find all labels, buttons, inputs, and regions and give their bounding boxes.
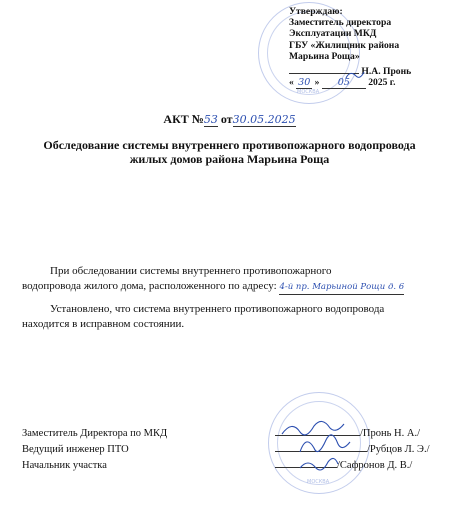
approval-date-open: «: [289, 77, 294, 89]
body-p2-line1: Установлено, что система внутреннего противопожарного водопровода: [50, 303, 385, 315]
signature-name-1: /Пронь Н. А./: [360, 428, 420, 439]
act-from: от: [220, 112, 233, 126]
body-p2-line2: находится в исправном состоянии.: [22, 318, 185, 330]
signature-line-3: [275, 460, 412, 471]
approval-line-5: Марьина Роща»: [289, 50, 360, 62]
body-p1-line1: При обследовании системы внутреннего противопожарного: [50, 265, 332, 277]
approval-line-2: Заместитель директора: [289, 17, 392, 29]
act-date: 30.05.2025: [232, 113, 296, 126]
signature-line-2: [275, 444, 430, 455]
approval-date-year: 2025 г.: [368, 77, 396, 89]
signature-role-3: Начальник участка: [22, 460, 107, 471]
body-p1-line2-text: водопровода жилого дома, расположенного по адресу:: [22, 280, 277, 292]
act-subtitle: [0, 138, 459, 166]
act-number: 53: [203, 113, 218, 126]
approval-line-1: Утверждаю:: [289, 6, 343, 17]
subtitle-line-1: Обследование системы внутреннего противопожарного водопровода: [43, 138, 416, 152]
approval-date-month: 05: [322, 77, 366, 89]
approval-date-row: [289, 77, 411, 89]
approval-line-3: Эксплуатации МКД: [289, 28, 377, 40]
seal-stamp-top-text: МОСКВА: [297, 89, 320, 95]
act-prefix: АКТ №: [163, 112, 204, 126]
signature-line-1: [275, 428, 420, 439]
body-address: 4-й пр. Марьиной Рощи д. 6: [279, 280, 404, 295]
signature-role-1: Заместитель Директора по МКД: [22, 428, 168, 439]
approval-line-4: ГБУ «Жилищник района: [289, 39, 400, 51]
approval-signer-row: [289, 66, 411, 77]
approval-date-day: 30: [298, 77, 311, 89]
seal-stamp-bottom: [268, 392, 370, 494]
subtitle-line-2: жилых домов района Марьина Роща: [129, 152, 330, 166]
signature-name-3: /Сафронов Д. В./: [337, 460, 413, 471]
approval-signer: Н.А. Пронь: [361, 66, 412, 78]
body-p1-line2: [22, 279, 404, 295]
signature-name-2: /Рубцов Л. Э./: [367, 444, 430, 455]
approval-date-close: »: [314, 77, 320, 89]
signature-role-2: Ведущий инженер ПТО: [22, 444, 129, 455]
approval-block: [289, 6, 411, 89]
seal-stamp-bottom-text: МОСКВА: [307, 479, 330, 485]
act-title: [0, 112, 459, 127]
